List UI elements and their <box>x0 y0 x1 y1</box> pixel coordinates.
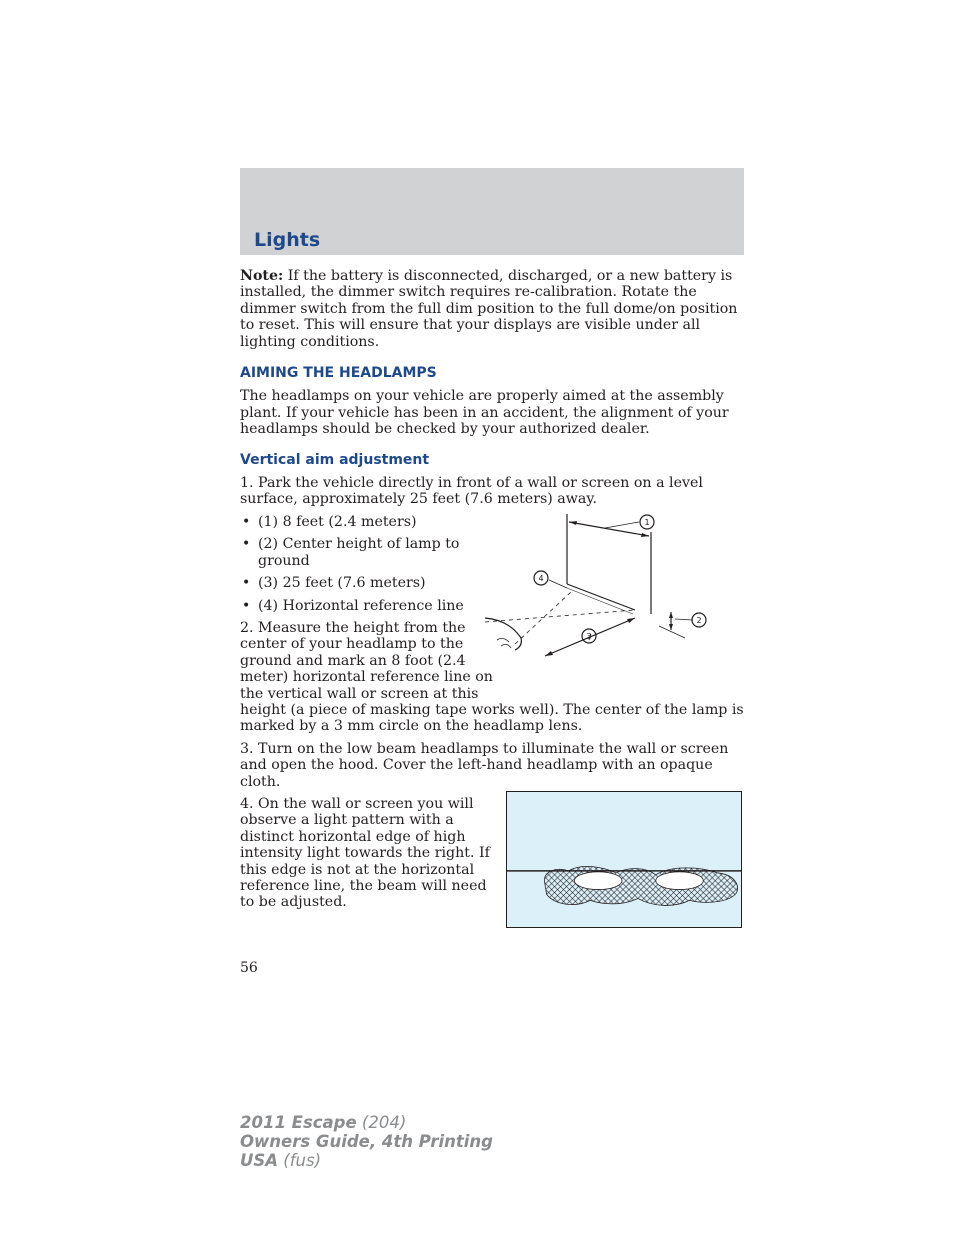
list-item: • (2) Center height of lamp to ground <box>242 536 460 569</box>
step-2-continued: height (a piece of masking tape works well). The center of the lamp is marked by a 3 mm circle on the headlamp lens. <box>240 701 744 735</box>
step-1: 1. Park the vehicle directly in front of a wall or screen on a level surface, approximately 25 feet (7.6 meters) away. <box>240 475 703 508</box>
footer <box>240 1113 493 1170</box>
headlamp-aim-diagram <box>485 514 725 674</box>
note-paragraph <box>240 268 745 350</box>
note-text: If the battery is disconnected, discharged, or a new battery is installed, the dimmer switch requires re-calibration. Rotate the dimmer switch from the full dim position to the full dome/on position to reset. This will ensure that your displays are visible under all lighting conditions. <box>240 268 738 350</box>
page-title: Lights <box>254 229 321 251</box>
footer-line-2: Owners Guide, 4th Printing <box>240 1132 493 1151</box>
bullet-icon: • <box>242 575 251 592</box>
subsection-heading: Vertical aim adjustment <box>240 451 430 468</box>
measurement-list <box>240 514 470 614</box>
wall-background <box>507 792 741 927</box>
step-4: 4. On the wall or screen you will observe a light pattern with a distinct horizontal edge of high intensity light towards the right. If this edge is not at the horizontal reference line, the beam will need to be adjusted. <box>240 795 490 911</box>
step-3: 3. Turn on the low beam headlamps to illuminate the wall or screen and open the hood. Cover the left-hand headlamp with an opaque cloth. <box>240 740 729 790</box>
step-2: 2. Measure the height from the center of your headlamp to the ground and mark an 8 foot (2.4 meter) horizontal reference line on the vertical wall or screen at this <box>240 619 493 702</box>
footer-line-3: USA (fus) <box>240 1151 322 1170</box>
step-4-block <box>240 796 745 911</box>
list-item: • (3) 25 feet (7.6 meters) <box>242 575 426 592</box>
page-content <box>240 268 745 911</box>
callout-2-label: 2 <box>696 615 702 625</box>
hotspot-right <box>656 872 704 890</box>
callout-1-label: 1 <box>644 517 650 527</box>
measurement-block <box>240 514 745 702</box>
reference-line <box>567 584 635 610</box>
list-item: • (1) 8 feet (2.4 meters) <box>242 513 417 530</box>
note-label: Note: <box>240 268 284 284</box>
hotspot-left <box>574 872 622 890</box>
callout-3-label: 3 <box>586 631 592 641</box>
beam-pattern-diagram <box>506 791 742 928</box>
dimension-line-1 <box>569 522 649 536</box>
bullet-icon: • <box>242 597 251 614</box>
callout-4-label: 4 <box>538 573 544 583</box>
page-number: 56 <box>240 960 258 976</box>
bullet-icon: • <box>242 513 251 530</box>
list-item: • (4) Horizontal reference line <box>242 597 464 614</box>
section-intro: The headlamps on your vehicle are properly aimed at the assembly plant. If your vehicle has been in an accident, the alignment of your headlamps should be checked by your authorized dealer. <box>240 388 729 438</box>
light-pattern <box>544 866 737 905</box>
footer-line-1: 2011 Escape (204) <box>240 1113 407 1132</box>
section-heading: AIMING THE HEADLAMPS <box>240 365 437 382</box>
bullet-icon: • <box>242 536 251 553</box>
header-band <box>240 168 744 255</box>
